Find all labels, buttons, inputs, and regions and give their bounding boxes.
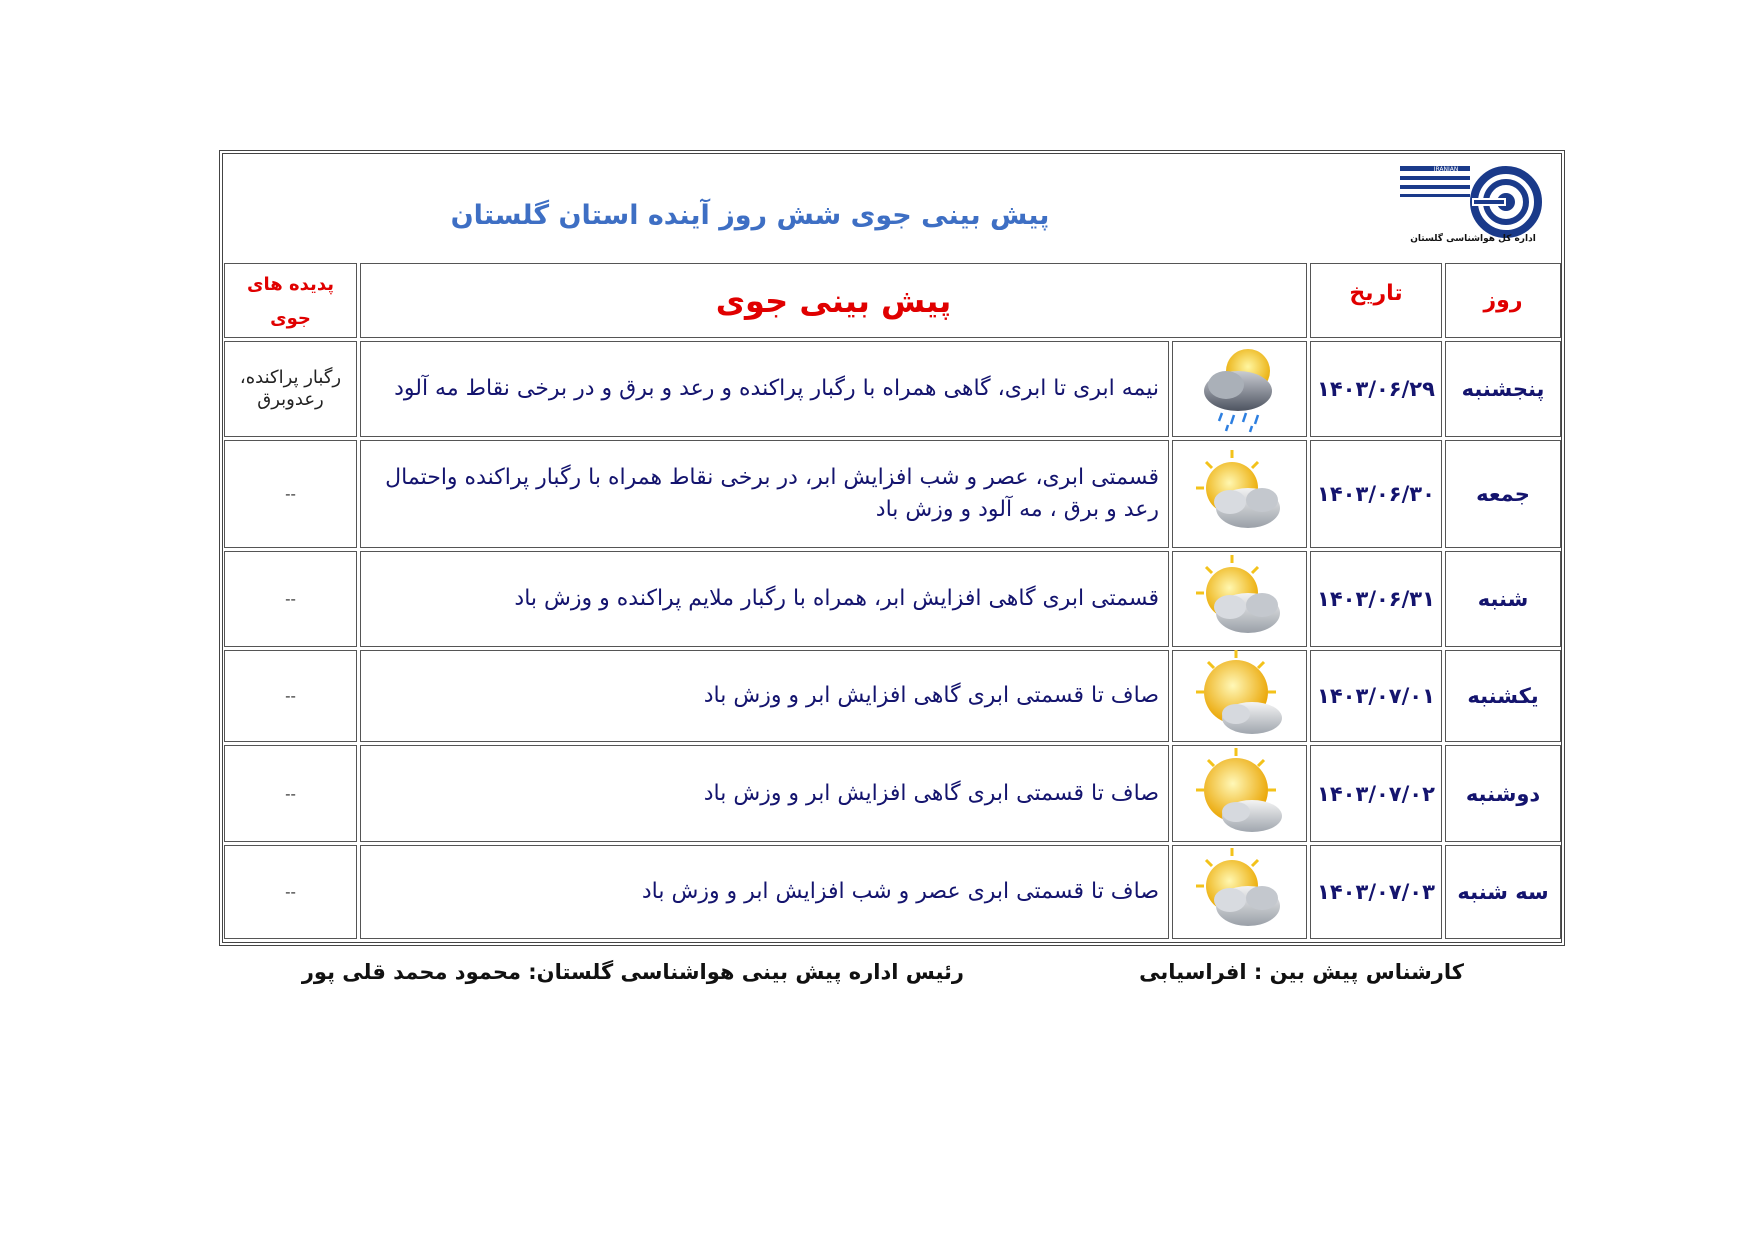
row-day: دوشنبه xyxy=(1465,781,1541,806)
sun-cloud-icon xyxy=(1192,648,1288,744)
footer-department-head: رئیس اداره پیش بینی هواشناسی گلستان: محمود محمد قلی پور xyxy=(301,960,964,984)
forecast-line: صاف تا قسمتی ابری گاهی افزایش ابر و وزش باد xyxy=(703,780,1159,806)
partly-cloudy-icon xyxy=(1192,551,1288,647)
row-date: ۱۴۰۳/۰۷/۰۳ xyxy=(1317,880,1435,904)
phenomena-line: -- xyxy=(285,590,296,608)
row-forecast-text xyxy=(360,551,1169,647)
forecast-line: صاف تا قسمتی ابری گاهی افزایش ابر و وزش باد xyxy=(703,683,1159,708)
column-header-forecast: پیش بینی جوی xyxy=(715,281,952,320)
row-day: جمعه xyxy=(1476,482,1530,506)
logo-caption: اداره کل هواشناسی گلستان xyxy=(1410,234,1536,244)
row-phenomena xyxy=(224,650,357,742)
row-day: پنجشنبه xyxy=(1461,377,1545,401)
row-forecast-text xyxy=(360,440,1169,548)
forecast-line: قسمتی ابری گاهی افزایش ابر، همراه با رگبار ملایم پراکنده و وزش باد xyxy=(514,586,1159,611)
phenomena-line: رگبار پراکنده، xyxy=(239,367,342,388)
partly-cloudy-icon xyxy=(1192,844,1288,940)
column-header-phenomena-line2: جوی xyxy=(270,307,311,329)
column-header-phenomena-line1: پدیده های xyxy=(247,273,334,295)
row-forecast-text xyxy=(360,745,1169,842)
row-forecast-text xyxy=(360,650,1169,742)
row-forecast-text xyxy=(360,341,1169,437)
row-day: شنبه xyxy=(1477,587,1529,611)
phenomena-line: رعدوبرق xyxy=(257,389,324,410)
row-date: ۱۴۰۳/۰۶/۳۰ xyxy=(1317,482,1435,506)
phenomena-line: -- xyxy=(285,784,296,803)
sun-cloud-icon xyxy=(1192,746,1288,842)
cloud-rain-icon xyxy=(1192,341,1288,437)
row-forecast-text xyxy=(360,845,1169,939)
column-header-day: روز xyxy=(1483,288,1523,313)
phenomena-line: -- xyxy=(285,687,296,705)
row-phenomena xyxy=(224,440,357,548)
row-phenomena xyxy=(224,551,357,647)
forecast-line: رعد و برق ، مه آلود و وزش باد xyxy=(875,497,1159,522)
page-title: پیش بینی جوی شش روز آینده استان گلستان xyxy=(450,199,1050,231)
row-day: یکشنبه xyxy=(1467,684,1539,708)
row-day: سه شنبه xyxy=(1457,880,1549,904)
row-phenomena xyxy=(224,845,357,939)
row-date: ۱۴۰۳/۰۶/۲۹ xyxy=(1317,377,1435,401)
row-phenomena xyxy=(224,745,357,842)
row-date: ۱۴۰۳/۰۶/۳۱ xyxy=(1317,587,1435,611)
row-phenomena xyxy=(224,341,357,437)
row-date: ۱۴۰۳/۰۷/۰۱ xyxy=(1317,684,1435,708)
svg-text:IRANIAN: IRANIAN xyxy=(1433,166,1459,173)
phenomena-line: -- xyxy=(285,485,296,503)
partly-cloudy-icon xyxy=(1192,446,1288,542)
footer-forecaster: کارشناس پیش بین : افراسیابی xyxy=(1139,960,1464,984)
forecast-line: نیمه ابری تا ابری، گاهی همراه با رگبار پراکنده و رعد و برق و در برخی نقاط مه آلود xyxy=(394,376,1159,401)
forecast-line: قسمتی ابری، عصر و شب افزایش ابر، در برخی نقاط همراه با رگبار پراکنده واحتمال xyxy=(385,465,1159,490)
phenomena-line: -- xyxy=(285,883,296,901)
row-date: ۱۴۰۳/۰۷/۰۲ xyxy=(1317,781,1435,806)
column-header-date: تاریخ xyxy=(1349,280,1403,306)
forecast-line: صاف تا قسمتی ابری عصر و شب افزایش ابر و وزش باد xyxy=(641,879,1159,904)
